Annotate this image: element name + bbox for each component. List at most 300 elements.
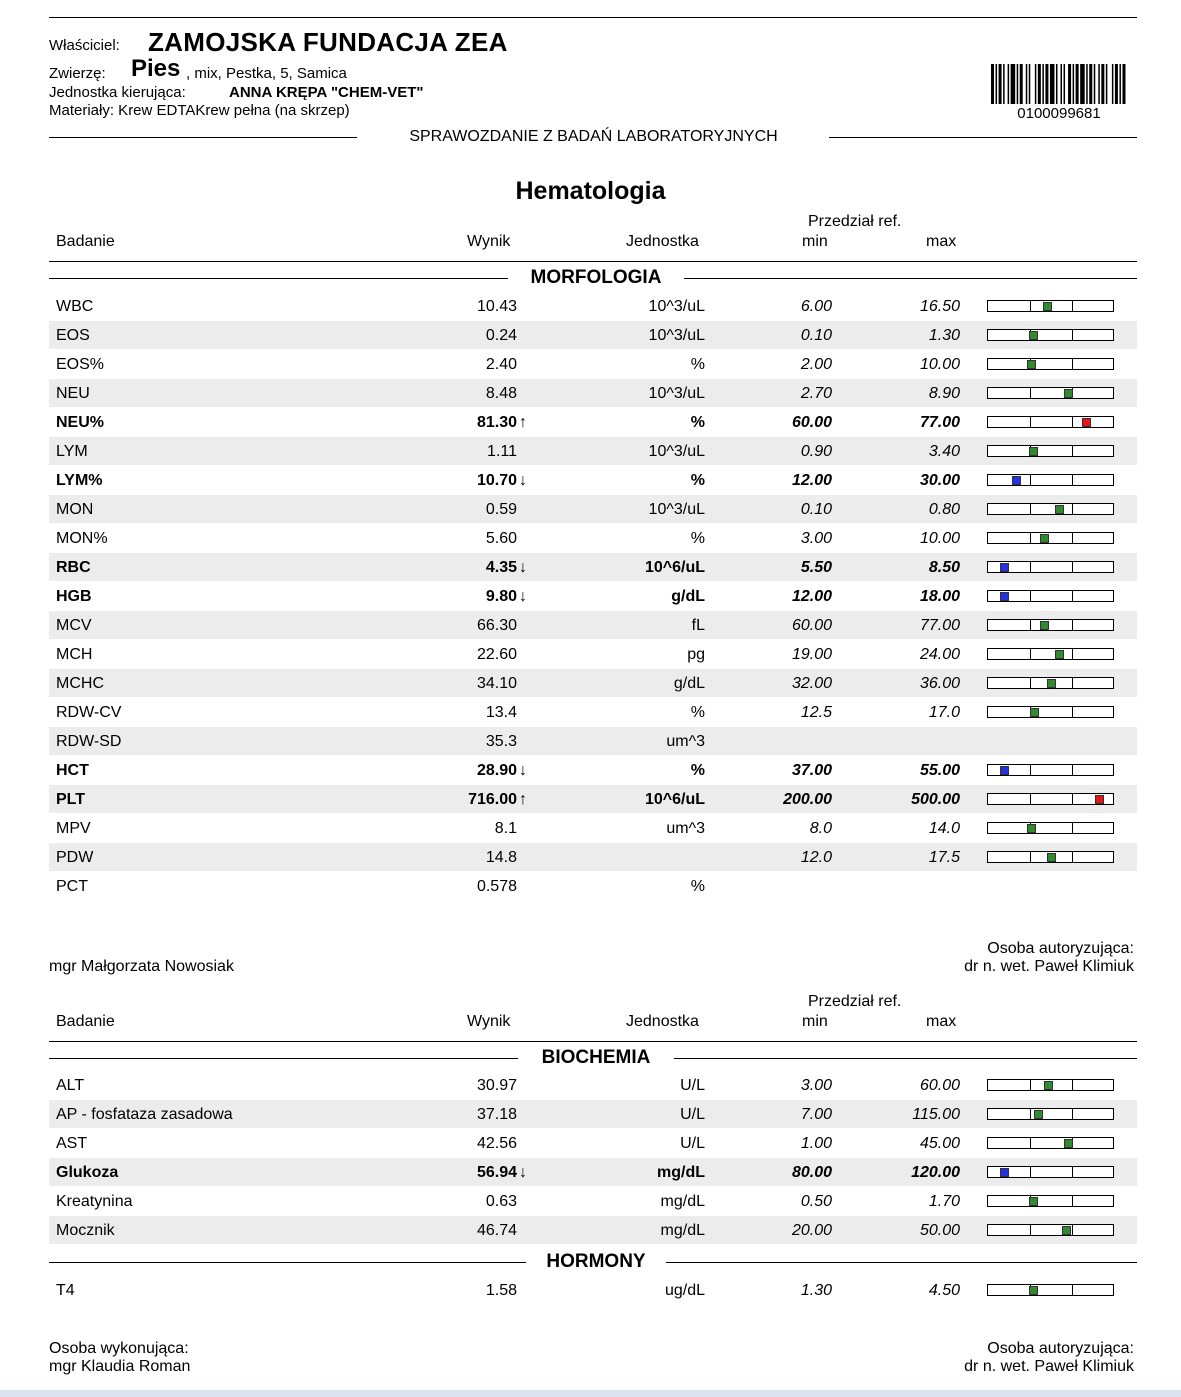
test-name: HGB bbox=[56, 588, 92, 605]
result-marker bbox=[1000, 1168, 1009, 1177]
col-min-header: min bbox=[802, 233, 828, 250]
test-name: MPV bbox=[56, 820, 91, 837]
group-title-morfologia: MORFOLOGIA bbox=[508, 267, 684, 289]
unit-value: 10^3/uL bbox=[648, 327, 705, 344]
authorizer-name-1: dr n. wet. Paweł Klimiuk bbox=[964, 958, 1134, 975]
range-divider bbox=[1072, 417, 1073, 427]
reference-range-bar bbox=[987, 561, 1114, 573]
table-row bbox=[49, 524, 1137, 552]
range-divider bbox=[1072, 1196, 1073, 1206]
test-name: HCT bbox=[56, 762, 89, 779]
authorizer-name-2: dr n. wet. Paweł Klimiuk bbox=[964, 1358, 1134, 1375]
range-divider bbox=[1072, 475, 1073, 485]
unit-value: 10^6/uL bbox=[644, 791, 705, 808]
reference-range-bar bbox=[987, 358, 1114, 370]
result-marker bbox=[1047, 853, 1056, 862]
range-divider bbox=[1030, 504, 1031, 514]
reference-range-bar bbox=[987, 532, 1114, 544]
test-name: ALT bbox=[56, 1077, 85, 1094]
reference-range-bar bbox=[987, 329, 1114, 341]
result-value: 4.35 bbox=[485, 559, 517, 576]
result-marker bbox=[1095, 795, 1104, 804]
reference-range-bar bbox=[987, 619, 1114, 631]
table-row bbox=[49, 1158, 1137, 1186]
ref-max: 50.00 bbox=[919, 1222, 960, 1239]
result-marker bbox=[1029, 331, 1038, 340]
ref-min: 0.90 bbox=[800, 443, 832, 460]
test-name: Kreatynina bbox=[56, 1193, 133, 1210]
unit-value: U/L bbox=[680, 1135, 705, 1152]
reference-range-bar bbox=[987, 416, 1114, 428]
result-value: 0.63 bbox=[485, 1193, 517, 1210]
ref-min: 1.30 bbox=[800, 1282, 832, 1299]
result-value: 42.56 bbox=[476, 1135, 517, 1152]
ref-min: 3.00 bbox=[800, 530, 832, 547]
ref-min: 0.50 bbox=[800, 1193, 832, 1210]
table-row bbox=[49, 321, 1137, 349]
result-value: 2.40 bbox=[485, 356, 517, 373]
reference-range-bar bbox=[987, 445, 1114, 457]
table-row bbox=[49, 843, 1137, 871]
result-flag: ↓ bbox=[519, 559, 527, 576]
col-ref-header-2: Przedział ref. bbox=[808, 993, 902, 1010]
ref-max: 60.00 bbox=[919, 1077, 960, 1094]
unit-value: % bbox=[690, 356, 705, 373]
result-value: 0.59 bbox=[485, 501, 517, 518]
test-name: MON% bbox=[56, 530, 108, 547]
result-value: 37.18 bbox=[476, 1106, 517, 1123]
col-unit-header-2: Jednostka bbox=[626, 1013, 699, 1030]
col-ref-header: Przedział ref. bbox=[808, 213, 902, 230]
ref-min: 12.5 bbox=[800, 704, 832, 721]
header-divider-2 bbox=[49, 1041, 1137, 1042]
ref-max: 1.30 bbox=[928, 327, 960, 344]
unit-value: 10^6/uL bbox=[644, 559, 705, 576]
ref-min: 8.0 bbox=[809, 820, 832, 837]
ref-max: 55.00 bbox=[919, 762, 960, 779]
ref-min: 37.00 bbox=[791, 762, 832, 779]
range-divider bbox=[1072, 562, 1073, 572]
range-divider bbox=[1072, 649, 1073, 659]
result-marker bbox=[1027, 824, 1036, 833]
reference-range-bar bbox=[987, 1137, 1114, 1149]
test-name: T4 bbox=[56, 1282, 75, 1299]
range-divider bbox=[1072, 707, 1073, 717]
result-value: 81.30 bbox=[476, 414, 517, 431]
ref-max: 8.90 bbox=[928, 385, 960, 402]
unit-value: g/dL bbox=[673, 675, 705, 692]
unit-value: 10^3/uL bbox=[648, 501, 705, 518]
table-row bbox=[49, 756, 1137, 784]
ref-min: 1.00 bbox=[800, 1135, 832, 1152]
col-unit-header: Jednostka bbox=[626, 233, 699, 250]
ref-min: 0.10 bbox=[800, 327, 832, 344]
report-title-rule-right bbox=[829, 137, 1137, 138]
result-flag: ↓ bbox=[519, 588, 527, 605]
range-divider bbox=[1072, 330, 1073, 340]
range-divider bbox=[1030, 620, 1031, 630]
table-row bbox=[49, 1129, 1137, 1157]
test-name: PLT bbox=[56, 791, 86, 808]
range-divider bbox=[1072, 794, 1073, 804]
animal-value: Pies bbox=[131, 55, 181, 82]
result-marker bbox=[1047, 679, 1056, 688]
result-marker bbox=[1064, 389, 1073, 398]
table-row bbox=[49, 1187, 1137, 1215]
table-row bbox=[49, 698, 1137, 726]
ref-min: 0.10 bbox=[800, 501, 832, 518]
result-marker bbox=[1064, 1139, 1073, 1148]
ref-min: 7.00 bbox=[800, 1106, 832, 1123]
range-divider bbox=[1030, 475, 1031, 485]
test-name: Glukoza bbox=[56, 1164, 119, 1181]
range-divider bbox=[1030, 1167, 1031, 1177]
result-value: 66.30 bbox=[476, 617, 517, 634]
test-name: EOS% bbox=[56, 356, 105, 373]
reference-range-bar bbox=[987, 1108, 1114, 1120]
unit-value: % bbox=[690, 530, 705, 547]
ref-max: 3.40 bbox=[928, 443, 960, 460]
report-title-rule-left bbox=[49, 137, 357, 138]
test-name: RDW-SD bbox=[56, 733, 122, 750]
table-row bbox=[49, 1100, 1137, 1128]
unit-value: % bbox=[690, 414, 705, 431]
ref-max: 45.00 bbox=[919, 1135, 960, 1152]
table-row bbox=[49, 379, 1137, 407]
unit-value: 10^3/uL bbox=[648, 385, 705, 402]
reference-range-bar bbox=[987, 677, 1114, 689]
performer-name-2: mgr Klaudia Roman bbox=[49, 1358, 191, 1375]
result-marker bbox=[1029, 1197, 1038, 1206]
result-marker bbox=[1000, 766, 1009, 775]
result-marker bbox=[1027, 360, 1036, 369]
unit-value: pg bbox=[687, 646, 705, 663]
reference-range-bar bbox=[987, 1166, 1114, 1178]
unit-value: % bbox=[690, 704, 705, 721]
range-divider bbox=[1072, 1225, 1073, 1235]
unit-value: um^3 bbox=[666, 820, 705, 837]
range-divider bbox=[1030, 765, 1031, 775]
range-divider bbox=[1072, 1080, 1073, 1090]
result-flag: ↑ bbox=[519, 791, 527, 808]
group-title-hormony: HORMONY bbox=[526, 1251, 666, 1273]
test-name: AST bbox=[56, 1135, 88, 1152]
test-name: MCV bbox=[56, 617, 92, 634]
table-row bbox=[49, 727, 1137, 755]
reference-range-bar bbox=[987, 793, 1114, 805]
result-flag: ↓ bbox=[519, 472, 527, 489]
col-test-header: Badanie bbox=[56, 233, 115, 250]
range-divider bbox=[1030, 1225, 1031, 1235]
ref-max: 77.00 bbox=[919, 617, 960, 634]
result-marker bbox=[1040, 534, 1049, 543]
test-name: LYM% bbox=[56, 472, 103, 489]
table-row bbox=[49, 785, 1137, 813]
col-min-header-2: min bbox=[802, 1013, 828, 1030]
col-max-header-2: max bbox=[926, 1013, 957, 1030]
material-text: Materiały: Krew EDTAKrew pełna (na skrzep) bbox=[49, 102, 350, 119]
range-divider bbox=[1030, 1138, 1031, 1148]
ref-max: 4.50 bbox=[928, 1282, 960, 1299]
range-divider bbox=[1030, 533, 1031, 543]
top-divider bbox=[49, 17, 1137, 18]
range-divider bbox=[1072, 852, 1073, 862]
test-name: NEU% bbox=[56, 414, 105, 431]
table-row bbox=[49, 495, 1137, 523]
performer-name-1: mgr Małgorzata Nowosiak bbox=[49, 958, 234, 975]
reference-range-bar bbox=[987, 474, 1114, 486]
table-row bbox=[49, 640, 1137, 668]
reference-range-bar bbox=[987, 1195, 1114, 1207]
range-divider bbox=[1030, 417, 1031, 427]
unit-value: U/L bbox=[680, 1077, 705, 1094]
table-row bbox=[49, 582, 1137, 610]
ref-max: 30.00 bbox=[919, 472, 960, 489]
range-divider bbox=[1030, 852, 1031, 862]
table-row bbox=[49, 437, 1137, 465]
unit-value: mg/dL bbox=[660, 1193, 705, 1210]
result-value: 35.3 bbox=[485, 733, 517, 750]
range-divider bbox=[1072, 1109, 1073, 1119]
result-marker bbox=[1055, 505, 1064, 514]
authorizer-label-1: Osoba autoryzująca: bbox=[987, 940, 1134, 957]
range-divider bbox=[1072, 533, 1073, 543]
table-row bbox=[49, 669, 1137, 697]
col-test-header-2: Badanie bbox=[56, 1013, 115, 1030]
result-value: 9.80 bbox=[485, 588, 517, 605]
ref-max: 10.00 bbox=[919, 356, 960, 373]
col-max-header: max bbox=[926, 233, 957, 250]
barcode-image bbox=[991, 64, 1127, 104]
unit-value: um^3 bbox=[666, 733, 705, 750]
reference-range-bar bbox=[987, 503, 1114, 515]
test-name: RBC bbox=[56, 559, 91, 576]
unit-value: mg/dL bbox=[657, 1164, 705, 1181]
result-marker bbox=[1043, 302, 1052, 311]
result-value: 0.578 bbox=[476, 878, 517, 895]
unit-value: ug/dL bbox=[664, 1282, 705, 1299]
reference-range-bar bbox=[987, 300, 1114, 312]
ref-max: 0.80 bbox=[928, 501, 960, 518]
test-name: MON bbox=[56, 501, 94, 518]
reference-range-bar bbox=[987, 387, 1114, 399]
owner-value: ZAMOJSKA FUNDACJA ZEA bbox=[148, 27, 508, 57]
ref-min: 20.00 bbox=[791, 1222, 832, 1239]
test-name: WBC bbox=[56, 298, 94, 315]
range-divider bbox=[1072, 1167, 1073, 1177]
range-divider bbox=[1030, 678, 1031, 688]
result-value: 22.60 bbox=[476, 646, 517, 663]
group-title-biochemia: BIOCHEMIA bbox=[518, 1047, 674, 1069]
range-divider bbox=[1030, 301, 1031, 311]
section-title: Hematologia bbox=[515, 177, 666, 205]
range-divider bbox=[1072, 823, 1073, 833]
ref-min: 60.00 bbox=[791, 617, 832, 634]
reference-range-bar bbox=[987, 706, 1114, 718]
barcode-number: 0100099681 bbox=[1017, 105, 1101, 122]
table-row bbox=[49, 466, 1137, 494]
ref-min: 12.00 bbox=[791, 472, 832, 489]
col-result-header: Wynik bbox=[467, 233, 511, 250]
ref-max: 14.0 bbox=[928, 820, 960, 837]
unit-value: U/L bbox=[680, 1106, 705, 1123]
table-row bbox=[49, 1276, 1137, 1304]
test-name: NEU bbox=[56, 385, 90, 402]
reference-range-bar bbox=[987, 822, 1114, 834]
col-result-header-2: Wynik bbox=[467, 1013, 511, 1030]
result-marker bbox=[1000, 563, 1009, 572]
result-marker bbox=[1012, 476, 1021, 485]
result-marker bbox=[1044, 1081, 1053, 1090]
test-name: MCHC bbox=[56, 675, 104, 692]
result-marker bbox=[1040, 621, 1049, 630]
ref-min: 12.00 bbox=[791, 588, 832, 605]
result-marker bbox=[1000, 592, 1009, 601]
test-name: MCH bbox=[56, 646, 93, 663]
ref-min: 60.00 bbox=[791, 414, 832, 431]
test-name: PCT bbox=[56, 878, 88, 895]
result-value: 13.4 bbox=[485, 704, 517, 721]
unit-value: g/dL bbox=[671, 588, 705, 605]
range-divider bbox=[1072, 620, 1073, 630]
result-marker bbox=[1034, 1110, 1043, 1119]
result-value: 8.1 bbox=[494, 820, 517, 837]
range-divider bbox=[1072, 1285, 1073, 1295]
result-value: 34.10 bbox=[476, 675, 517, 692]
result-value: 716.00 bbox=[468, 791, 517, 808]
range-divider bbox=[1030, 562, 1031, 572]
ref-max: 77.00 bbox=[919, 414, 960, 431]
table-row bbox=[49, 814, 1137, 842]
result-marker bbox=[1062, 1226, 1071, 1235]
range-divider bbox=[1030, 1109, 1031, 1119]
ref-max: 500.00 bbox=[911, 791, 960, 808]
result-marker bbox=[1030, 708, 1039, 717]
table-row bbox=[49, 350, 1137, 378]
unit-value: fL bbox=[691, 617, 705, 634]
table-row bbox=[49, 872, 1137, 900]
table-row bbox=[49, 1216, 1137, 1244]
ref-max: 10.00 bbox=[919, 530, 960, 547]
ref-min: 12.0 bbox=[800, 849, 832, 866]
ref-max: 17.5 bbox=[928, 849, 960, 866]
range-divider bbox=[1030, 388, 1031, 398]
result-value: 0.24 bbox=[485, 327, 517, 344]
ref-min: 32.00 bbox=[791, 675, 832, 692]
range-divider bbox=[1072, 359, 1073, 369]
ref-min: 80.00 bbox=[791, 1164, 832, 1181]
table-row bbox=[49, 292, 1137, 320]
ref-max: 24.00 bbox=[919, 646, 960, 663]
animal-label: Zwierzę: bbox=[49, 65, 106, 82]
reference-range-bar bbox=[987, 1079, 1114, 1091]
unit-value: % bbox=[690, 472, 705, 489]
ref-min: 200.00 bbox=[783, 791, 832, 808]
bottom-scroll-edge bbox=[0, 1390, 1181, 1397]
range-divider bbox=[1072, 446, 1073, 456]
result-marker bbox=[1029, 1286, 1038, 1295]
table-row bbox=[49, 553, 1137, 581]
test-name: RDW-CV bbox=[56, 704, 122, 721]
result-value: 10.70 bbox=[476, 472, 517, 489]
result-value: 56.94 bbox=[476, 1164, 517, 1181]
result-flag: ↓ bbox=[519, 1164, 527, 1181]
report-title: SPRAWOZDANIE Z BADAŃ LABORATORYJNYCH bbox=[409, 128, 778, 145]
reference-range-bar bbox=[987, 764, 1114, 776]
unit-value: 10^3/uL bbox=[648, 298, 705, 315]
ref-max: 115.00 bbox=[912, 1106, 960, 1123]
ref-min: 19.00 bbox=[791, 646, 832, 663]
ref-max: 17.0 bbox=[928, 704, 960, 721]
result-value: 10.43 bbox=[476, 298, 517, 315]
range-divider bbox=[1072, 504, 1073, 514]
performer-label-2: Osoba wykonująca: bbox=[49, 1340, 189, 1357]
ref-min: 3.00 bbox=[800, 1077, 832, 1094]
result-value: 8.48 bbox=[485, 385, 517, 402]
range-divider bbox=[1072, 301, 1073, 311]
ref-min: 2.70 bbox=[800, 385, 832, 402]
unit-value: % bbox=[690, 878, 705, 895]
test-name: AP - fosfataza zasadowa bbox=[56, 1106, 233, 1123]
reference-range-bar bbox=[987, 1224, 1114, 1236]
ref-max: 36.00 bbox=[919, 675, 960, 692]
result-value: 1.11 bbox=[487, 443, 517, 460]
unit-value: mg/dL bbox=[660, 1222, 705, 1239]
table-row bbox=[49, 611, 1137, 639]
reference-range-bar bbox=[987, 648, 1114, 660]
test-name: EOS bbox=[56, 327, 90, 344]
reference-range-bar bbox=[987, 1284, 1114, 1296]
range-divider bbox=[1072, 591, 1073, 601]
owner-label: Właściciel: bbox=[49, 37, 120, 54]
unit-value: 10^3/uL bbox=[648, 443, 705, 460]
result-marker bbox=[1055, 650, 1064, 659]
test-name: PDW bbox=[56, 849, 94, 866]
ref-max: 1.70 bbox=[928, 1193, 960, 1210]
ref-max: 120.00 bbox=[911, 1164, 960, 1181]
result-flag: ↑ bbox=[519, 414, 527, 431]
range-divider bbox=[1072, 678, 1073, 688]
reference-range-bar bbox=[987, 851, 1114, 863]
result-value: 46.74 bbox=[476, 1222, 517, 1239]
animal-details: , mix, Pestka, 5, Samica bbox=[186, 65, 347, 82]
test-name: LYM bbox=[56, 443, 88, 460]
ref-min: 6.00 bbox=[800, 298, 832, 315]
result-value: 30.97 bbox=[476, 1077, 517, 1094]
ref-max: 8.50 bbox=[928, 559, 960, 576]
referring-unit-value: ANNA KRĘPA "CHEM-VET" bbox=[229, 84, 424, 101]
ref-max: 18.00 bbox=[919, 588, 960, 605]
result-value: 1.58 bbox=[485, 1282, 517, 1299]
result-flag: ↓ bbox=[519, 762, 527, 779]
range-divider bbox=[1030, 649, 1031, 659]
ref-max: 16.50 bbox=[919, 298, 960, 315]
range-divider bbox=[1030, 591, 1031, 601]
range-divider bbox=[1030, 794, 1031, 804]
ref-min: 2.00 bbox=[800, 356, 832, 373]
result-value: 5.60 bbox=[485, 530, 517, 547]
result-value: 14.8 bbox=[485, 849, 517, 866]
referring-unit-label: Jednostka kierująca: bbox=[49, 84, 186, 101]
result-marker bbox=[1029, 447, 1038, 456]
range-divider bbox=[1072, 765, 1073, 775]
header-divider bbox=[49, 261, 1137, 262]
unit-value: % bbox=[690, 762, 705, 779]
result-value: 28.90 bbox=[476, 762, 517, 779]
table-row bbox=[49, 1071, 1137, 1099]
range-divider bbox=[1030, 1080, 1031, 1090]
reference-range-bar bbox=[987, 590, 1114, 602]
